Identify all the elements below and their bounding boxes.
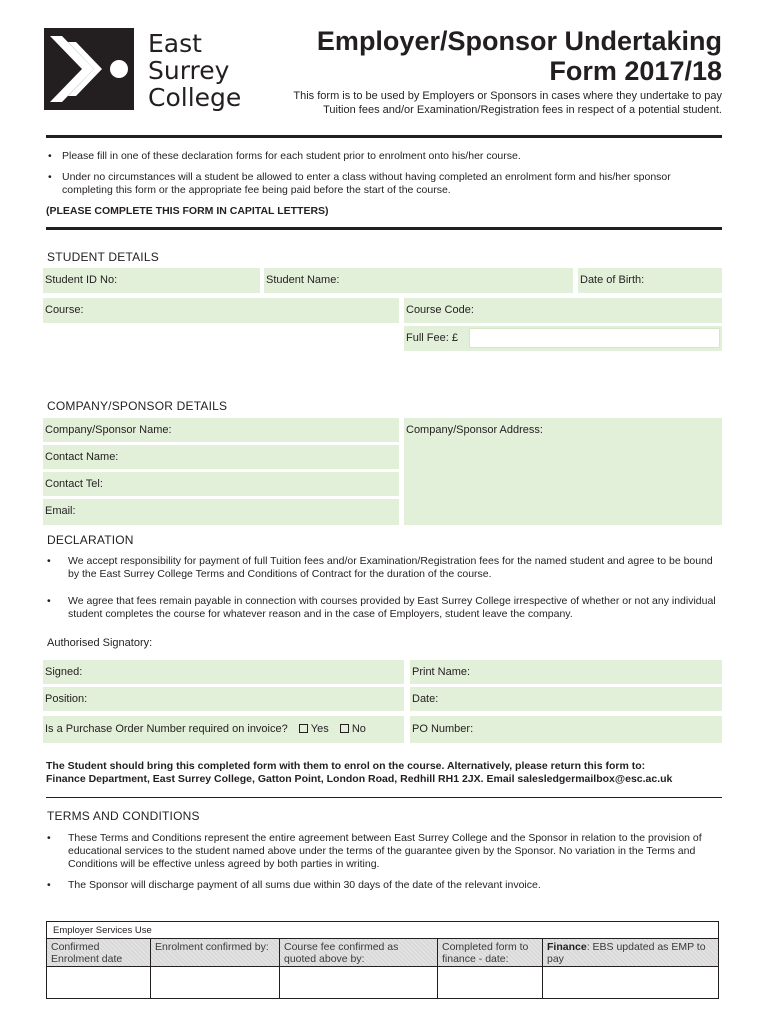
col-course-fee-confirmed: Course fee confirmed as quoted above by:: [284, 941, 399, 965]
date-field[interactable]: [410, 687, 722, 711]
terms-divider: [46, 797, 722, 798]
declaration-bullet: • We accept responsibility for payment of full Tuition fees and/or Examination/Registration fees for the named student and agree to be bound by the East Surrey College Terms and Conditions of Contract for the duration of the course.: [46, 555, 722, 581]
col-finance-ebs: [543, 939, 719, 966]
course-field[interactable]: [43, 298, 399, 323]
student-name-field[interactable]: [264, 268, 573, 293]
full-fee-input[interactable]: [469, 328, 720, 348]
contact-tel-field[interactable]: [43, 472, 399, 496]
print-name-label: Print Name:: [412, 666, 471, 678]
terms-bullet: • The Sponsor will discharge payment of all sums due within 30 days of the date of the relevant invoice.: [46, 879, 722, 892]
company-address-field[interactable]: [404, 418, 722, 525]
student-name-label: Student Name:: [266, 274, 340, 286]
declaration-section-title: DECLARATION: [47, 533, 134, 547]
return-notice-line2: Finance Department, East Surrey College, Gatton Point, London Road, Redhill RH1 2JX. Email salesledgermailbox@esc.ac.uk: [46, 773, 673, 785]
intro-section: [46, 150, 722, 218]
terms-bullets: [46, 832, 722, 900]
position-field[interactable]: [43, 687, 404, 711]
header-divider: [46, 135, 722, 138]
form-title-line2: Form 2017/18: [549, 56, 722, 86]
declaration-bullets: [46, 555, 722, 635]
return-notice-line1: The Student should bring this completed form with them to enrol on the course. Alternatively, please return this form to:: [46, 760, 646, 772]
course-label: Course:: [45, 304, 84, 316]
declaration-bullet: • We agree that fees remain payable in connection with courses provided by East Surrey College irrespective of whether or not any individual student completes the course for whatever reason and in the case of Employers, student leave the company.: [46, 595, 722, 621]
college-name: [148, 30, 241, 111]
column-divider: [542, 939, 543, 999]
col-confirmed-enrolment-date: Confirmed Enrolment date: [51, 941, 123, 965]
yes-label: Yes: [310, 723, 329, 735]
signed-field[interactable]: [43, 660, 404, 684]
column-divider: [437, 939, 438, 999]
email-label: Email:: [45, 505, 76, 517]
contact-name-label: Contact Name:: [45, 451, 119, 463]
col-enrolment-confirmed-by: Enrolment confirmed by:: [155, 941, 269, 953]
column-divider: [150, 939, 151, 999]
finance-rest-label: : EBS updated as EMP to pay: [547, 941, 706, 965]
contact-tel-label: Contact Tel:: [45, 478, 103, 490]
college-name-line: East: [148, 29, 202, 58]
print-name-field[interactable]: [410, 660, 722, 684]
course-code-label: Course Code:: [406, 304, 474, 316]
date-label: Date:: [412, 693, 439, 705]
contact-name-field[interactable]: [43, 445, 399, 469]
college-name-line: Surrey: [148, 56, 230, 85]
email-field[interactable]: [43, 499, 399, 525]
student-section-title: STUDENT DETAILS: [47, 250, 159, 264]
form-title: [317, 26, 722, 86]
finance-bold-label: Finance: [547, 941, 587, 953]
intro-bullet: • Under no circumstances will a student be allowed to enter a class without having completed an enrolment form and his/her sponsor completing this form or the appropriate fee being paid before the start of the course.: [46, 171, 722, 197]
position-label: Position:: [45, 693, 88, 705]
company-section-title: COMPANY/SPONSOR DETAILS: [47, 399, 228, 413]
form-subtitle: [252, 89, 722, 117]
no-checkbox[interactable]: [340, 724, 349, 733]
employer-services-title: Employer Services Use: [47, 922, 718, 939]
no-label: No: [351, 723, 366, 735]
terms-bullet: • These Terms and Conditions represent the entire agreement between East Surrey College and the Sponsor in relation to the provision of educational services to the student named above under the terms of the guarantee given by the Sponsor. No variation in the Terms and Conditions will be effective unless agreed by both parties in writing.: [46, 832, 722, 871]
date-of-birth-label: Date of Birth:: [580, 274, 645, 286]
full-fee-label: Full Fee: £: [406, 332, 458, 344]
col-completed-form-date: Completed form to finance - date:: [442, 941, 529, 965]
yes-checkbox[interactable]: [299, 724, 308, 733]
po-question-label: Is a Purchase Order Number required on invoice?: [45, 723, 288, 735]
terms-section-title: TERMS AND CONDITIONS: [47, 809, 200, 823]
intro-divider: [46, 227, 722, 230]
return-notice: [46, 760, 736, 786]
subtitle-line2: Tuition fees and/or Examination/Registration fees in respect of a potential student.: [323, 104, 722, 116]
employer-services-box: [46, 921, 719, 999]
college-name-line: College: [148, 83, 242, 112]
signed-label: Signed:: [45, 666, 83, 678]
student-id-field[interactable]: [43, 268, 260, 293]
company-name-field[interactable]: [43, 418, 399, 442]
capital-letters-note: (PLEASE COMPLETE THIS FORM IN CAPITAL LETTERS): [46, 205, 329, 217]
intro-bullet: • Please fill in one of these declaration forms for each student prior to enrolment onto his/her course.: [46, 150, 722, 163]
po-number-field[interactable]: [410, 716, 722, 743]
column-divider: [279, 939, 280, 999]
date-of-birth-field[interactable]: [578, 268, 722, 293]
office-header-row: [47, 939, 718, 967]
subtitle-line1: This form is to be used by Employers or Sponsors in cases where they undertake to pay: [293, 90, 722, 102]
student-id-label: Student ID No:: [45, 274, 118, 286]
course-code-field[interactable]: [404, 298, 722, 323]
company-address-label: Company/Sponsor Address:: [406, 424, 543, 436]
company-name-label: Company/Sponsor Name:: [45, 424, 172, 436]
authorised-signatory-label: Authorised Signatory:: [47, 637, 153, 649]
po-required-row: [43, 716, 404, 743]
form-title-line1: Employer/Sponsor Undertaking: [316, 26, 722, 56]
po-number-label: PO Number:: [412, 723, 474, 735]
